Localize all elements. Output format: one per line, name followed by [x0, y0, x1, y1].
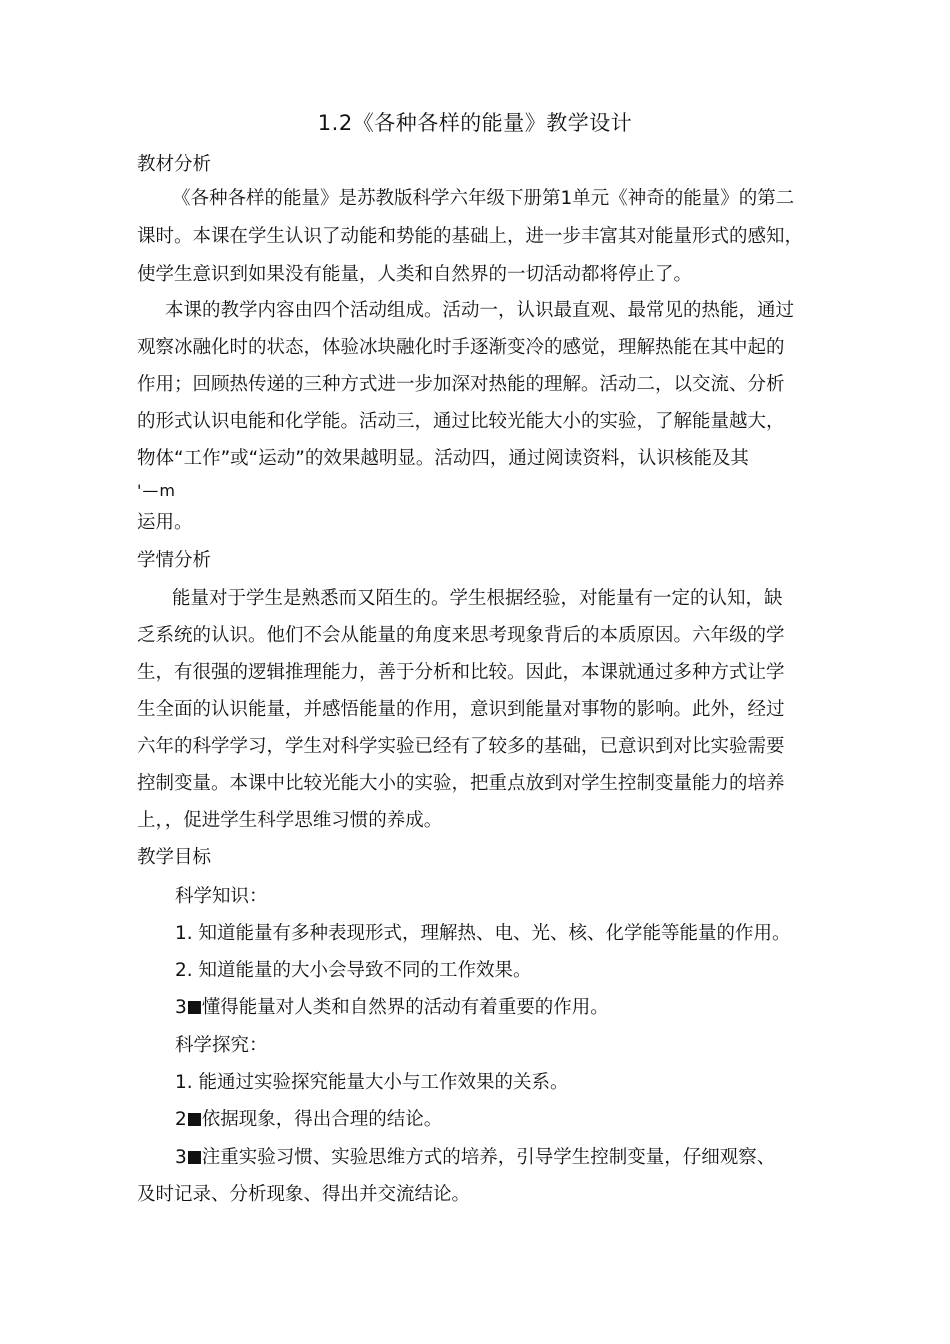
list-item: 1. 能通过实验探究能量大小与工作效果的关系。	[175, 1072, 569, 1093]
list-number: 3	[175, 997, 187, 1018]
paragraph-line: 运用。	[137, 512, 193, 533]
subheading-science-knowledge: 科学知识：	[175, 886, 268, 907]
paragraph-line: 课时。本课在学生认识了动能和势能的基础上，进一步丰富其对能量形式的感知，	[137, 226, 804, 247]
bullet-square-icon	[188, 1151, 201, 1164]
paragraph-line: 六年的科学学习，学生对科学实验已经有了较多的基础，已意识到对比实验需要	[137, 736, 785, 757]
section-heading-textbook-analysis: 教材分析	[137, 154, 212, 175]
list-item	[175, 1145, 775, 1171]
section-heading-teaching-goals: 教学目标	[137, 847, 212, 868]
paragraph-line: 生全面的认识能量，并感悟能量的作用，意识到能量对事物的影响。此外，经过	[137, 699, 785, 720]
subheading-science-inquiry: 科学探究：	[175, 1035, 268, 1056]
paragraph-line: 物体“工作”或“运动”的效果越明显。活动四，通过阅读资料，认识核能及其	[137, 448, 749, 469]
list-item	[175, 1107, 442, 1133]
list-item-text: 注重实验习惯、实验思维方式的培养，引导学生控制变量，仔细观察、	[201, 1147, 776, 1168]
scan-artifact-text: '—m	[137, 481, 176, 500]
list-item: 2. 知道能量的大小会导致不同的工作效果。	[175, 960, 532, 981]
list-item-text: 依据现象，得出合理的结论。	[201, 1109, 443, 1130]
list-item	[175, 995, 609, 1021]
paragraph-line: 的形式认识电能和化学能。活动三，通过比较光能大小的实验，了解能量越大，	[137, 411, 785, 432]
paragraph-line: 作用；回顾热传递的三种方式进一步加深对热能的理解。活动二，以交流、分析	[137, 374, 785, 395]
document-title: 1.2《各种各样的能量》教学设计	[317, 111, 633, 135]
list-number: 2	[175, 1109, 187, 1130]
bullet-square-icon	[188, 1001, 201, 1014]
list-number: 3	[175, 1147, 187, 1168]
paragraph-line: 生，有很强的逻辑推理能力，善于分析和比较。因此，本课就通过多种方式让学	[137, 662, 785, 683]
list-item-text: 懂得能量对人类和自然界的活动有着重要的作用。	[201, 997, 609, 1018]
bullet-square-icon	[188, 1113, 201, 1126]
paragraph-line: 能量对于学生是熟悉而又陌生的。学生根据经验，对能量有一定的认知，缺	[172, 588, 783, 609]
list-item: 1. 知道能量有多种表现形式，理解热、电、光、核、化学能等能量的作用。	[175, 923, 791, 944]
paragraph-line: 观察冰融化时的状态，体验冰块融化时手逐渐变冷的感觉，理解热能在其中起的	[137, 337, 785, 358]
paragraph-line: 《各种各样的能量》是苏教版科学六年级下册第1单元《神奇的能量》的第二	[172, 188, 795, 209]
paragraph-line: 使学生意识到如果没有能量，人类和自然界的一切活动都将停止了。	[137, 264, 693, 285]
paragraph-line: 本课的教学内容由四个活动组成。活动一，认识最直观、最常见的热能，通过	[165, 300, 795, 321]
section-heading-student-analysis: 学情分析	[137, 550, 212, 571]
paragraph-line: 及时记录、分析现象、得出并交流结论。	[137, 1184, 471, 1205]
paragraph-line: 乏系统的认识。他们不会从能量的角度来思考现象背后的本质原因。六年级的学	[137, 625, 785, 646]
paragraph-line: 控制变量。本课中比较光能大小的实验，把重点放到对学生控制变量能力的培养	[137, 773, 785, 794]
paragraph-line: 上，，促进学生科学思维习惯的养成。	[137, 810, 443, 831]
